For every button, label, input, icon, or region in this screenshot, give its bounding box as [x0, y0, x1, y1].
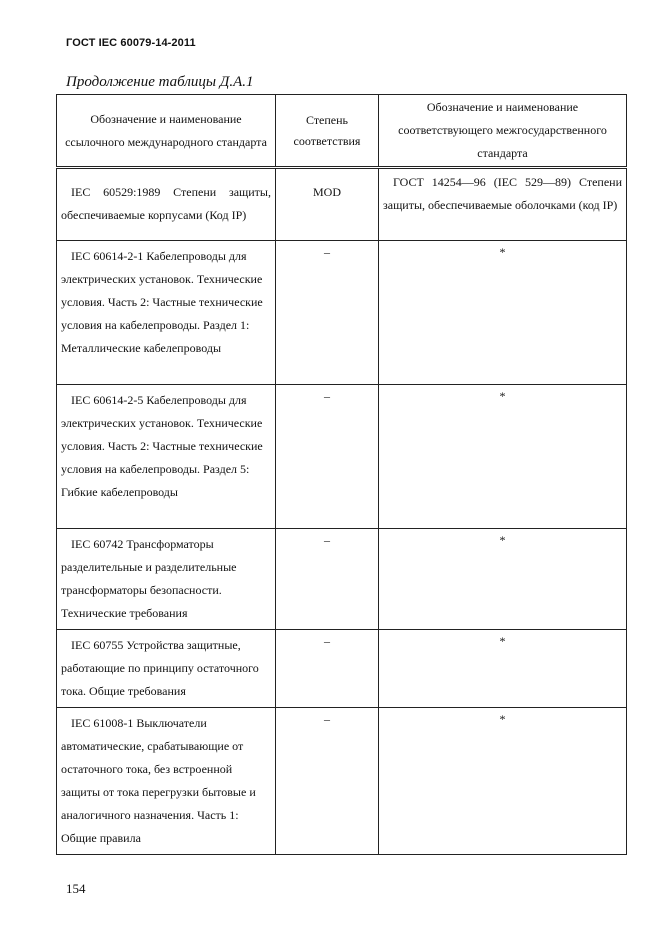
- table-row: [57, 385, 627, 529]
- cell-international: [57, 529, 276, 630]
- cell-text: IEC 60529:1989 Степени защиты, обеспечиваемые корпусами (Код IP): [61, 185, 271, 222]
- table-header-row: [57, 95, 627, 168]
- cell-degree: –: [276, 630, 379, 708]
- cell-interstate: *: [379, 708, 627, 855]
- cell-interstate: *: [379, 630, 627, 708]
- table-row: [57, 708, 627, 855]
- cell-degree: –: [276, 385, 379, 529]
- table-row: [57, 168, 627, 241]
- column-header-international: Обозначение и наименование ссылочного международного стандарта: [57, 95, 276, 168]
- cell-international: [57, 630, 276, 708]
- cell-degree: –: [276, 708, 379, 855]
- table-row: [57, 529, 627, 630]
- column-header-degree: Степень соответствия: [276, 95, 379, 168]
- table-row: [57, 630, 627, 708]
- cell-degree: MOD: [276, 168, 379, 241]
- table-row: [57, 241, 627, 385]
- cell-international: [57, 168, 276, 241]
- cell-interstate: *: [379, 241, 627, 385]
- cell-text: IEC 61008-1 Выключатели автоматические, срабатывающие от остаточного тока, без встроенной защиты от тока перегрузки бытовые и аналогичного назначения. Часть 1: Общие правила: [61, 716, 256, 845]
- cell-international: [57, 708, 276, 855]
- cell-text: ГОСТ 14254—96 (IEC 529—89) Степени защиты, обеспечиваемые оболочками (код IP): [383, 175, 622, 212]
- cell-degree: –: [276, 241, 379, 385]
- cell-interstate: *: [379, 529, 627, 630]
- cell-international: [57, 385, 276, 529]
- page-number: 154: [66, 881, 86, 896]
- cell-degree: –: [276, 529, 379, 630]
- cell-text: IEC 60742 Трансформаторы разделительные и разделительные трансформаторы безопасности. Технические требования: [61, 537, 237, 620]
- cell-text: IEC 60614-2-5 Кабелепроводы для электрических установок. Технические условия. Часть 2: Частные технические условия на кабелепроводы. Раздел 5: Гибкие кабелепроводы: [61, 393, 263, 499]
- cell-text: IEC 60614-2-1 Кабелепроводы для электрических установок. Технические условия. Часть 2: Частные технические условия на кабелепроводы. Раздел 1: Металлические кабелепроводы: [61, 249, 263, 355]
- cell-international: [57, 241, 276, 385]
- table-caption: Продолжение таблицы Д.А.1: [66, 74, 254, 90]
- column-header-interstate: Обозначение и наименование соответствующего межгосударственного стандарта: [379, 95, 627, 168]
- cell-text: IEC 60755 Устройства защитные, работающие по принципу остаточного тока. Общие требования: [61, 638, 259, 698]
- cell-interstate: [379, 168, 627, 241]
- cell-interstate: *: [379, 385, 627, 529]
- document-code: ГОСТ IEC 60079-14-2011: [66, 37, 196, 49]
- standards-table: [56, 94, 627, 855]
